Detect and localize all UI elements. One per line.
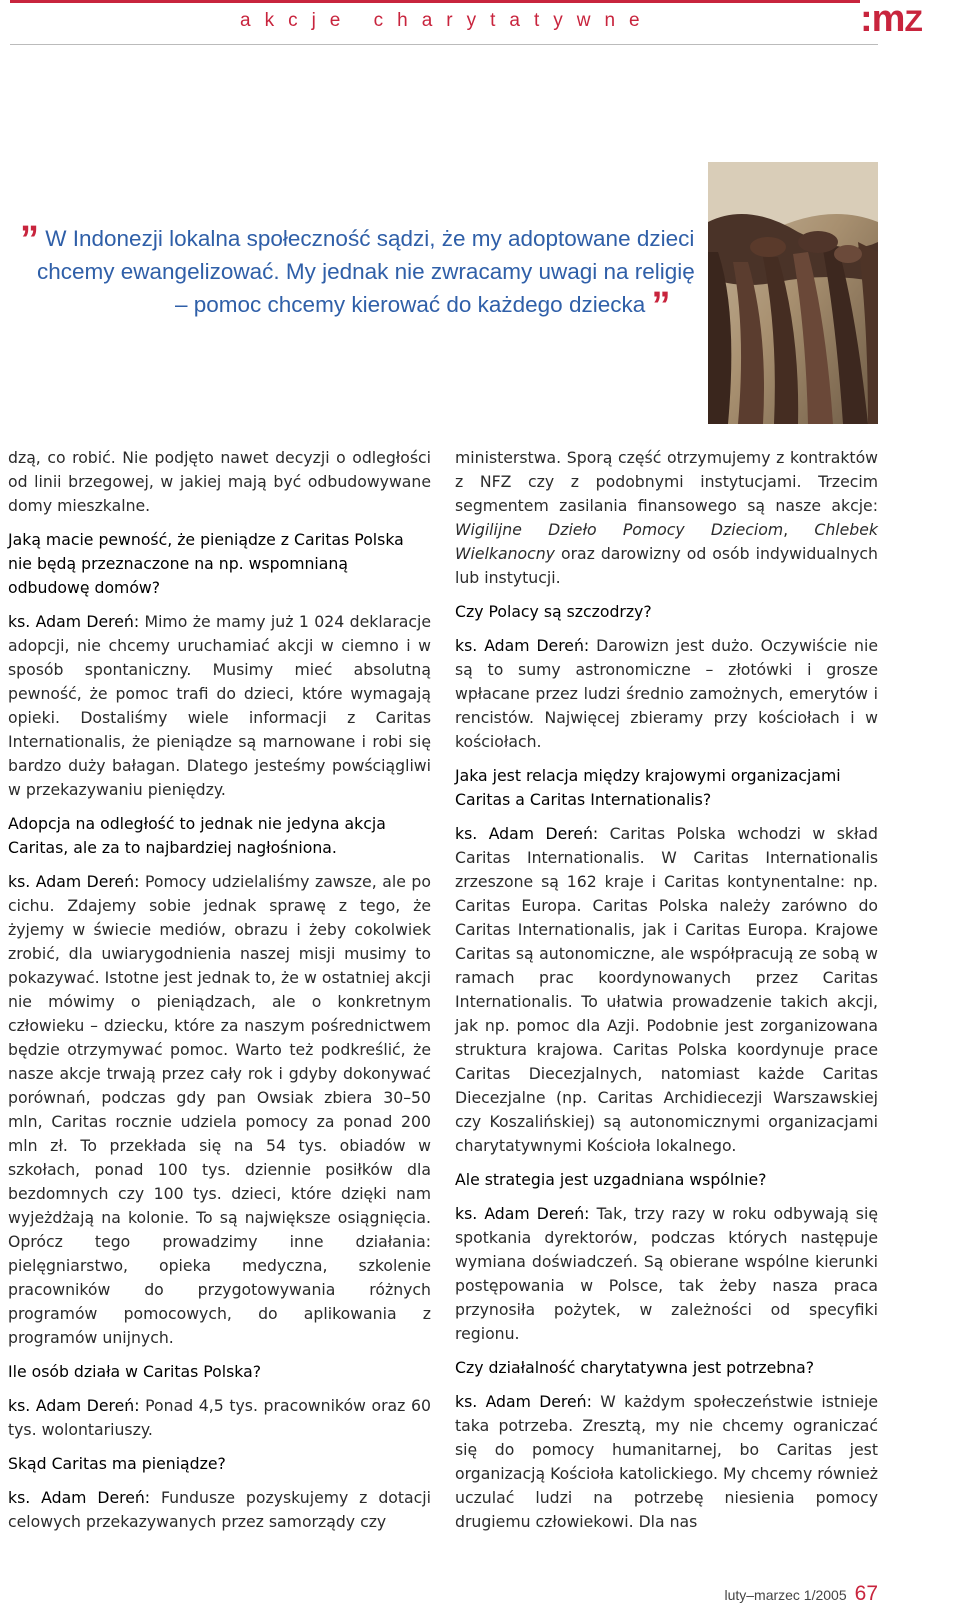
logo-colon: :: [860, 0, 872, 40]
interview-question: Jaka jest relacja między krajowymi organizacjami Caritas a Caritas Internationalis?: [455, 766, 841, 809]
speaker-label: ks. Adam Dereń:: [8, 872, 140, 891]
interview-answer: [455, 822, 878, 1158]
speaker-label: ks. Adam Dereń:: [455, 636, 590, 655]
speaker-label: ks. Adam Dereń:: [455, 1392, 592, 1411]
interview-question: Czy działalność charytatywna jest potrzebna?: [455, 1358, 815, 1377]
interview-question: Skąd Caritas ma pieniądze?: [8, 1454, 226, 1473]
speaker-label: ks. Adam Dereń:: [455, 824, 599, 843]
interview-answer: [455, 1202, 878, 1346]
right-column: [455, 446, 878, 1544]
interview-answer: [8, 1486, 431, 1534]
issue-label: luty–marzec 1/2005: [724, 1587, 847, 1603]
page-footer: [724, 1582, 878, 1606]
pull-quote-line-2: chcemy ewangelizować. My jednak nie zwracamy uwagi na religię: [37, 259, 695, 284]
action-name: Wigilijne Dzieło Pomocy Dzieciom: [455, 520, 784, 539]
header-underline: [10, 44, 878, 45]
interview-answer: [8, 610, 431, 802]
open-quote-icon: ”: [20, 219, 39, 261]
text-run: ministerstwa. Sporą część otrzymujemy z kontraktów z NFZ czy z podobnymi instytucjami. Trzecim segmentem zasilania finansowego są nasze akcje:: [455, 448, 878, 515]
left-column: [8, 446, 431, 1544]
page-number: 67: [854, 1582, 878, 1605]
answer-text: Darowizn jest dużo. Oczywiście nie są to sumy astronomiczne – złotówki i grosze wpłacane przez ludzi średnio zamożnych, emerytów i rencistów. Najwięcej zbieramy przy kościołach i w kościołach.: [455, 636, 878, 751]
action-name: Chlebek Wielkanocny: [455, 520, 878, 563]
logo-m: m: [871, 0, 905, 40]
pull-quote: [20, 219, 695, 327]
interview-question: Jaką macie pewność, że pieniądze z Caritas Polska nie będą przeznaczone na np. wspomnianą odbudowę domów?: [8, 530, 404, 597]
answer-text: Mimo że mamy już 1 024 deklaracje adopcji, nie chcemy uruchamiać akcji w ciemno i w sposób spontaniczny. Musimy mieć absolutną pewność, że pomoc trafi do dzieci, które wymagają opieki. Dostaliśmy wiele informacji z Caritas Internationalis, że pieniądze są marnowane i robi się bardzo duży bałagan. Dlatego jesteśmy powściągliwi w przekazywaniu pieniędzy.: [8, 612, 431, 799]
interview-question: Ale strategia jest uzgadniana wspólnie?: [455, 1170, 767, 1189]
pull-quote-line-3: – pomoc chcemy kierować do każdego dziecka: [175, 292, 646, 317]
text-run: ,: [783, 520, 815, 539]
speaker-label: ks. Adam Dereń:: [8, 612, 140, 631]
answer-text: Fundusze pozyskujemy z dotacji celowych przekazywanych przez samorządy czy: [8, 1488, 431, 1531]
answer-text: W każdym społeczeństwie istnieje taka potrzeba. Zresztą, my nie chcemy ograniczać się do pomocy humanitarnej, bo Caritas jest organizacją Kościoła katolickiego. My chcemy również uczulać ludzi na potrzebę niesienia pomocy drugiemu człowiekowi. Dla nas: [455, 1392, 878, 1531]
logo-z: Z: [904, 5, 923, 38]
interview-question: Adopcja na odległość to jednak nie jedyna akcja Caritas, ale za to najbardziej nagłośniona.: [8, 814, 386, 857]
close-quote-icon: ”: [651, 285, 671, 327]
speaker-label: ks. Adam Dereń:: [455, 1204, 590, 1223]
interview-question: Ile osób działa w Caritas Polska?: [8, 1362, 262, 1381]
speaker-label: ks. Adam Dereń:: [8, 1488, 151, 1507]
paragraph: dzą, co robić. Nie podjęto nawet decyzji o odległości od linii brzegowej, w jakiej mają być odbudowywane domy mieszkalne.: [8, 448, 431, 515]
interview-answer: [455, 1390, 878, 1534]
text-run: oraz darowizny od osób indywidualnych lub instytucji.: [455, 544, 878, 587]
answer-text: Caritas Polska wchodzi w skład Caritas Internationalis. W Caritas Internationalis zrzeszone są 162 kraje i Caritas kontynentalne: np. Caritas Europa. Caritas Polska należy zarówno do Caritas Internationalis, jak i Caritas Europa. Krajowe Caritas są autonomiczne, ale współpracują ze sobą w ramach prac koordynowanych przez Caritas Internationalis. To ułatwia prowadzenie takich akcji, jak np. pomoc dla Azji. Podobnie jest zorganizowana struktura krajowa. Caritas Polska koordynuje prace Caritas Diecezjalnych, natomiast każde Caritas Diecezjalne (np. Caritas Archidiecezji Warszawskiej czy Koszalińskiej) są autonomicznymi organizacjami charytatywnymi Kościoła lokalnego.: [455, 824, 878, 1155]
magazine-logo: [860, 0, 960, 38]
interview-answer: [8, 1394, 431, 1442]
header-rule: [10, 0, 860, 3]
answer-text: Ponad 4,5 tys. pracowników oraz 60 tys. wolontariuszy.: [8, 1396, 431, 1439]
section-title: akcje charytatywne: [240, 10, 654, 31]
hands-photo: [708, 162, 878, 424]
pull-quote-line-1: W Indonezji lokalna społeczność sądzi, że my adoptowane dzieci: [45, 226, 695, 251]
speaker-label: ks. Adam Dereń:: [8, 1396, 140, 1415]
interview-answer: [455, 634, 878, 754]
answer-text: Tak, trzy razy w roku odbywają się spotkania dyrektorów, podczas których następuje wymiana doświadczeń. Są obierane wspólne kierunki postępowania w Polsce, tak żeby nasza praca przynosiła pożytek, w zależności od specyfiki regionu.: [455, 1204, 878, 1343]
interview-question: Czy Polacy są szczodrzy?: [455, 602, 652, 621]
interview-answer: [8, 870, 431, 1350]
paragraph: [455, 446, 878, 590]
answer-text: Pomocy udzielaliśmy zawsze, ale po cichu. Zdajemy sobie jednak sprawę z tego, że żyjemy w świecie mediów, obrazu i żeby cokolwiek zrobić, dla uwiarygodnienia naszej misji musimy to pokazywać. Istotne jest jednak to, że w ostatniej akcji nie mówimy o pieniądzach, ale o konkretnym człowieku – dziecku, które za naszym pośrednictwem będzie otrzymywać pomoc. Warto też podkreślić, że nasze akcje trwają przez cały rok i gdyby dokonywać porównań, podczas gdy pan Owsiak zbiera 30–50 mln, Caritas rocznie udziela pomocy za ponad 200 mln zł. To przekłada się na 54 tys. obiadów w szkołach, ponad 100 tys. dziennie posiłków dla bezdomnych czy 100 tys. dzieci, które dzięki nam wyjeżdżają na kolonie. To są największe osiągnięcia. Oprócz tego prowadzimy inne działania: pielęgniarstwo, opieka medyczna, szkolenie pracowników do przygotowywania różnych programów pomocowych, do aplikowania z programów unijnych.: [8, 872, 431, 1347]
